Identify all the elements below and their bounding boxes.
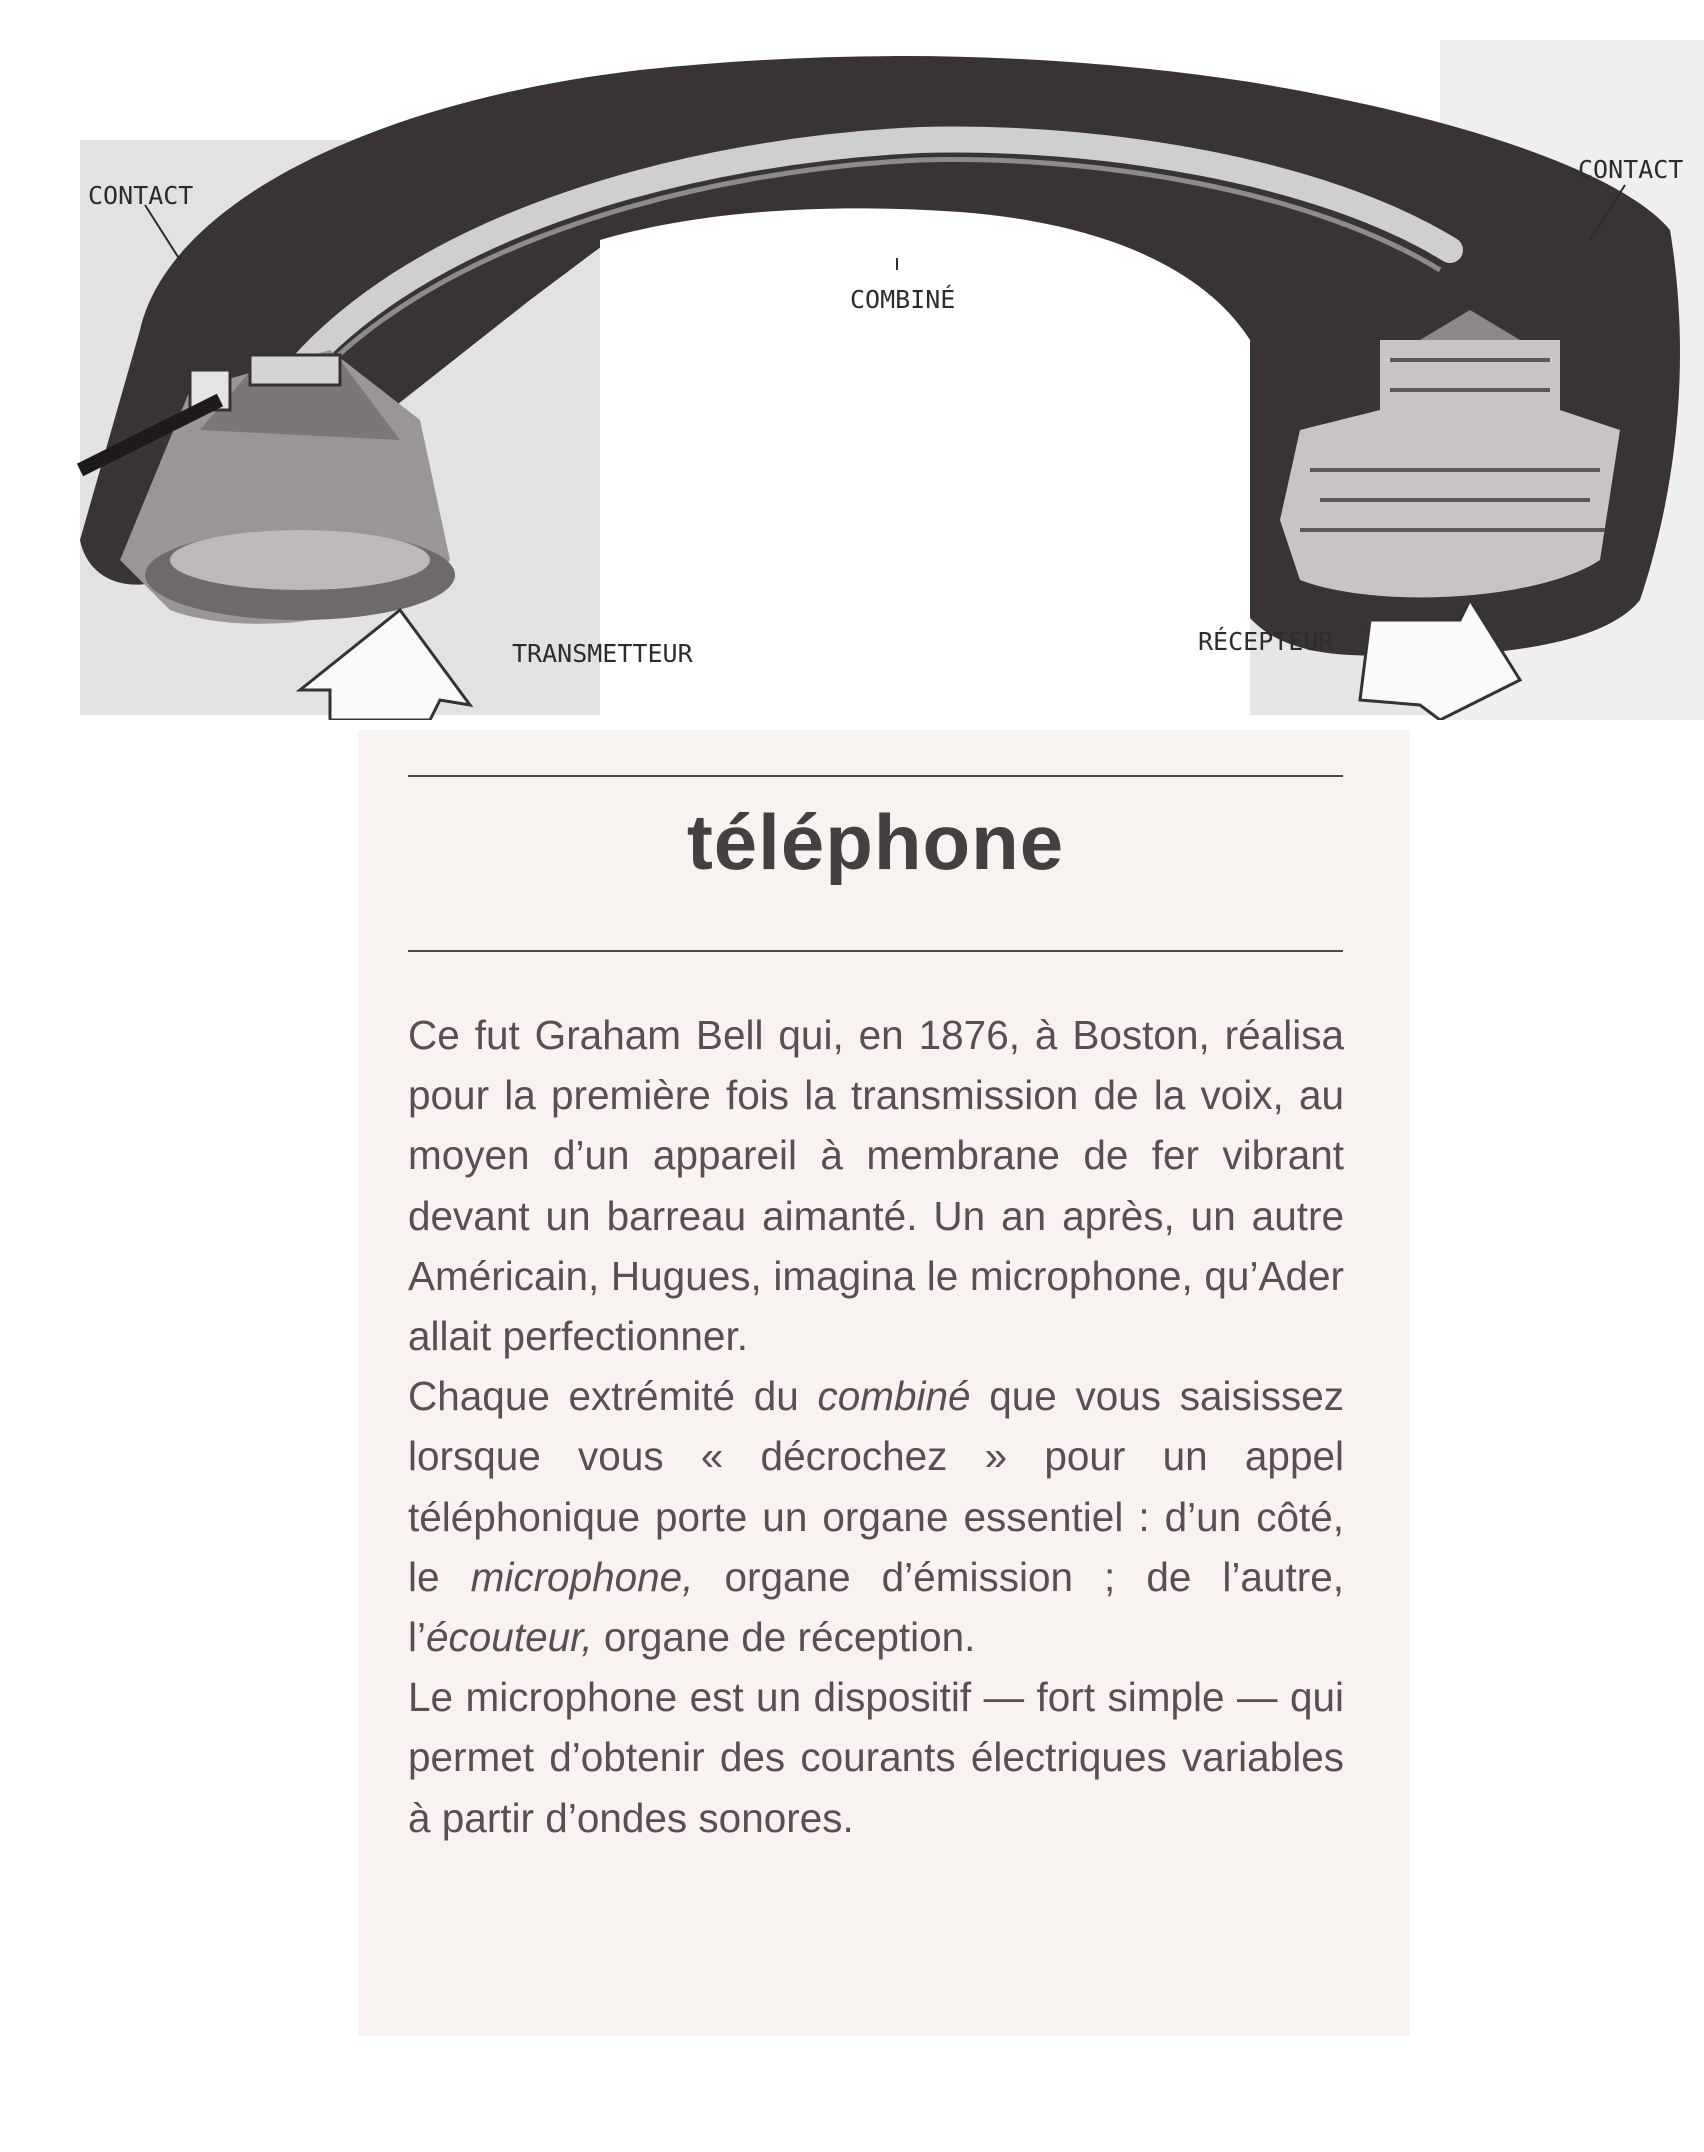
paragraph-2-part-c: organe d’émission ; de l’autre, l’ bbox=[408, 1553, 1344, 1661]
top-rule bbox=[408, 775, 1343, 777]
paragraph-2 bbox=[408, 1366, 1344, 1667]
label-combine: COMBINÉ bbox=[850, 285, 956, 314]
handset-diagram bbox=[0, 0, 1704, 720]
article-body bbox=[408, 1005, 1344, 1848]
paragraph-2-part-a: Chaque extrémité du bbox=[408, 1373, 818, 1420]
label-contact-right: CONTACT bbox=[1578, 155, 1684, 184]
label-transmetteur: TRANSMETTEUR bbox=[512, 639, 693, 668]
paragraph-3: Le microphone est un dispositif — fort simple — qui permet d’obtenir des courants électriques variables à partir d’ondes sonores. bbox=[408, 1674, 1344, 1841]
label-recepteur: RÉCEPTEUR bbox=[1198, 627, 1334, 656]
bottom-rule bbox=[408, 950, 1343, 952]
page-title: téléphone bbox=[686, 798, 1065, 886]
term-ecouteur: écouteur, bbox=[426, 1614, 593, 1661]
term-microphone: microphone, bbox=[470, 1553, 694, 1600]
telephone-handset-illustration bbox=[0, 0, 1704, 720]
paragraph-2-part-b: que vous saisissez lorsque vous « décrochez » pour un appel téléphonique porte un organe essentiel : d’un côté, le bbox=[408, 1373, 1344, 1600]
paragraph-2-part-d: organe de réception. bbox=[592, 1614, 976, 1661]
paragraph-1: Ce fut Graham Bell qui, en 1876, à Boston, réalisa pour la première fois la transmission de la voix, au moyen d’un appareil à membrane de fer vibrant devant un barreau aimanté. Un an après, un autre Américain, Hugues, imagina le microphone, qu’Ader allait perfectionner. bbox=[408, 1012, 1344, 1360]
term-combine: combiné bbox=[817, 1373, 971, 1420]
label-contact-left: CONTACT bbox=[88, 181, 194, 210]
